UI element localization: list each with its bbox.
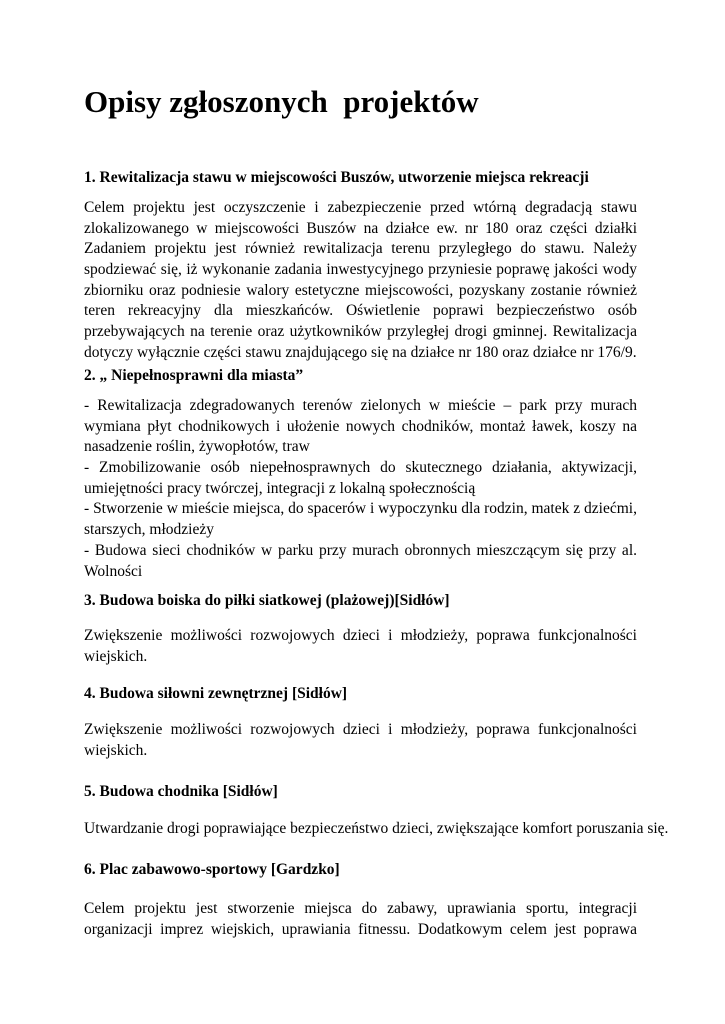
text-line: Zwiększenie możliwości rozwojowych dzieci i młodzieży, poprawa funkcjonalności [84,721,637,738]
text-line: wiejskich. [84,741,148,759]
list-line: - Budowa sieci chodników w parku przy murach obronnych mieszczącym się przy al. [84,541,637,559]
page-title: Opisy zgłoszonych projektów [84,84,479,119]
section-body [84,819,669,840]
list-line: umiejętności pracy twórczej, integracji z lokalną społecznością [84,479,476,497]
list-line: Wolności [84,562,143,580]
text-line: Zadaniem projektu jest również rewitalizacja terenu przyległego do stawu. Należy [84,240,637,258]
section-body [84,198,637,364]
text-line: Utwardzanie drogi poprawiające bezpieczeństwo dzieci, zwiększające komfort poruszania się. [84,820,669,837]
list-line: wymiana płyt chodnikowych i ułożenie nowych chodników, montaż ławek, koszy na [84,417,637,435]
section-body [84,899,637,940]
section-body [84,396,637,582]
list-line: - Rewitalizacja zdegradowanych terenów zielonych w mieście – park przy murach [84,397,637,414]
section-heading: 3. Budowa boiska do piłki siatkowej (plażowej)[Sidłów] [84,592,450,609]
section-heading: 4. Budowa siłowni zewnętrznej [Sidłów] [84,685,348,702]
list-line: - Stworzenie w mieście miejsca, do spacerów i wypoczynku dla rodzin, matek z dziećmi, [84,500,637,518]
text-line: organizacji imprez wiejskich, uprawiania fitnessu. Dodatkowym celem jest poprawa [84,920,637,938]
text-line: teren rekreacyjny dla mieszkańców. Oświetlenie poprawi bezpieczeństwo osób [84,302,637,320]
text-line: przebywających na terenie oraz użytkowników przyległej drogi gminnej. Rewitalizacja [84,323,637,341]
section-heading: 1. Rewitalizacja stawu w miejscowości Buszów, utworzenie miejsca rekreacji [84,169,589,186]
list-line: nasadzenie roślin, żywopłotów, traw [84,438,310,456]
section-heading: 6. Plac zabawowo-sportowy [Gardzko] [84,861,340,878]
text-line: Celem projektu jest oczyszczenie i zabezpieczenie przed wtórną degradacją stawu [84,199,637,216]
text-line: zbiorniku oraz podniesie walory estetyczne miejscowości, pozyskany zostanie również [84,281,637,299]
text-line: Zwiększenie możliwości rozwojowych dzieci i młodzieży, poprawa funkcjonalności [84,627,637,644]
text-line: spodziewać się, iż wykonanie zadania inwestycyjnego przyniesie poprawę jakości wody [84,261,637,279]
text-line: zlokalizowanego w miejscowości Buszów na działce ew. nr 180 oraz części działki [84,219,637,237]
text-line: Celem projektu jest stworzenie miejsca do zabawy, uprawiania sportu, integracji [84,900,637,917]
section-heading: 2. „ Niepełnosprawni dla miasta” [84,367,304,384]
section-heading: 5. Budowa chodnika [Sidłów] [84,783,278,800]
list-line: - Zmobilizowanie osób niepełnosprawnych do skutecznego działania, aktywizacji, [84,459,637,477]
text-line: wiejskich. [84,647,148,665]
section-body [84,720,637,761]
section-body [84,626,637,667]
text-line: dotyczy wyłącznie części stawu znajdującego się na działce nr 180 oraz działce nr 176/9. [84,343,637,361]
list-line: starszych, młodzieży [84,521,214,539]
